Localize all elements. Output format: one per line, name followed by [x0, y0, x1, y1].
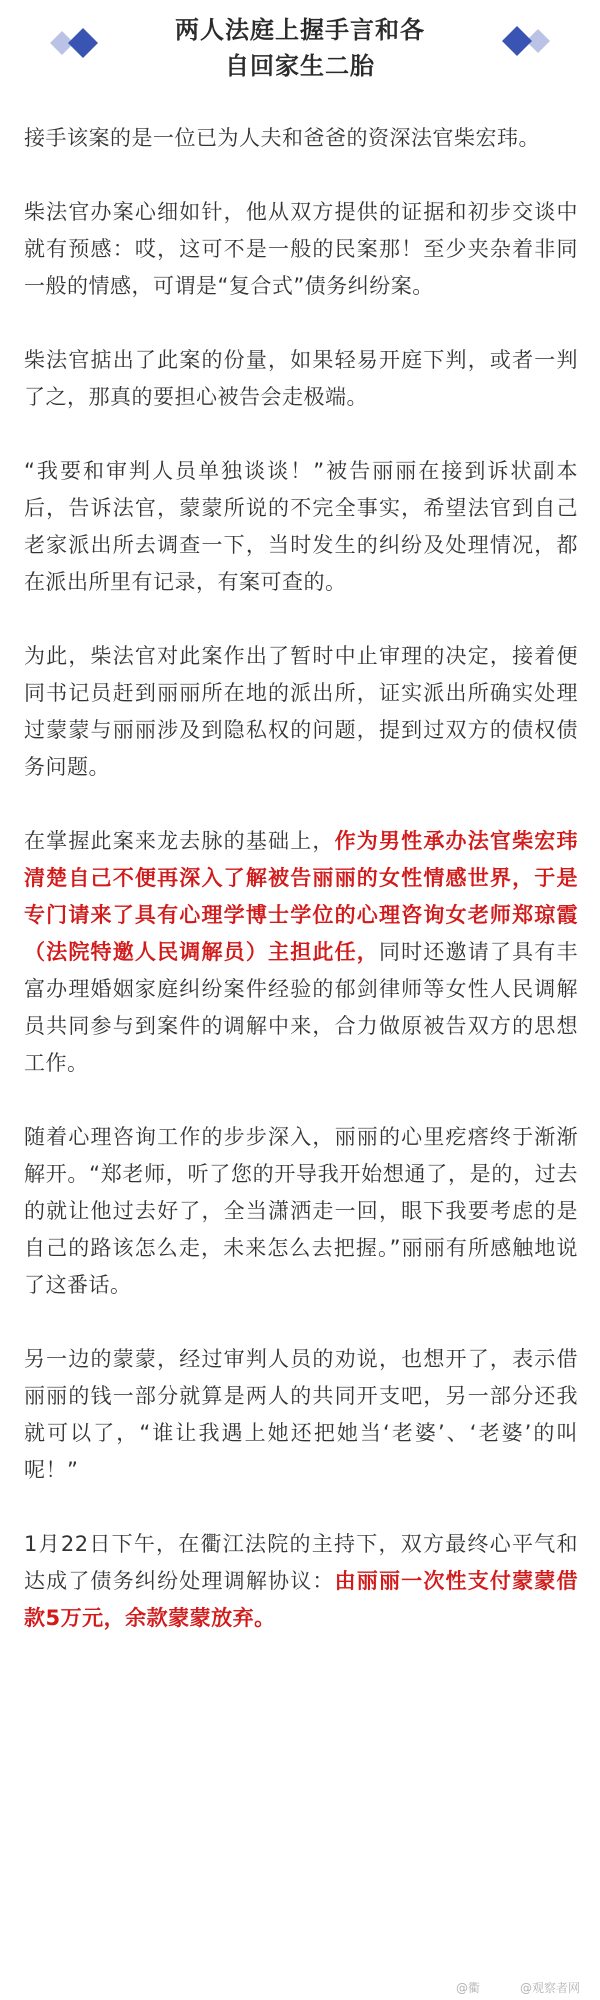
watermark-right: @观察者网: [519, 1981, 580, 1995]
paragraph-text: 1月22日下午，在衢江法院的主持下，双方最终心平气和达成了债务纠纷处理调解协议：: [24, 1532, 578, 1593]
article-paragraph: [24, 823, 578, 1082]
page-title-line-1: 两人法庭上握手言和各: [175, 16, 425, 44]
highlighted-text: 由丽丽一次性支付蒙蒙借款5万元，余款蒙蒙放弃。: [24, 1569, 578, 1630]
image-watermark: [456, 1979, 580, 1996]
page-title: [175, 12, 425, 84]
paragraph-text: 接手该案的是一位已为人夫和爸爸的资深法官柴宏玮。: [24, 126, 540, 150]
left-diamond-decoration-icon: [42, 16, 112, 70]
paragraph-text: “我要和审判人员单独谈谈！”被告丽丽在接到诉状副本后，告诉法官，蒙蒙所说的不完全事实，希望法官到自己老家派出所去调查一下，当时发生的纠纷及处理情况，都在派出所里有记录，有案可查的。: [24, 459, 578, 594]
article-paragraph: [24, 1119, 578, 1304]
highlighted-text: 作为男性承办法官柴宏玮清楚自己不便再深入了解被告丽丽的女性情感世界，于是专门请来了具有心理学博士学位的心理咨询女老师郑琼霞（法院特邀人民调解员）主担此任，: [24, 829, 578, 964]
article-body: [0, 96, 600, 1637]
right-diamond-decoration-icon: [488, 14, 558, 68]
article-header: [0, 0, 600, 96]
article-paragraph: [24, 194, 578, 305]
paragraph-text: 同时还邀请了具有丰富办理婚姻家庭纠纷案件经验的郁剑律师等女性人民调解员共同参与到案件的调解中来，合力做原被告双方的思想工作。: [24, 940, 578, 1075]
article-paragraph: [24, 1526, 578, 1637]
paragraph-text: 柴法官掂出了此案的份量，如果轻易开庭下判，或者一判了之，那真的要担心被告会走极端。: [24, 348, 578, 409]
watermark-left: @衢: [455, 1981, 480, 1995]
article-paragraph: [24, 638, 578, 786]
article-paragraph: [24, 342, 578, 416]
article-paragraph: [24, 453, 578, 601]
article-paragraph: [24, 120, 578, 157]
paragraph-text: 为此，柴法官对此案作出了暂时中止审理的决定，接着便同书记员赶到丽丽所在地的派出所，证实派出所确实处理过蒙蒙与丽丽涉及到隐私权的问题，提到过双方的债权债务问题。: [24, 644, 578, 779]
paragraph-text: 在掌握此案来龙去脉的基础上，: [24, 829, 335, 853]
paragraph-text: 柴法官办案心细如针，他从双方提供的证据和初步交谈中就有预感：哎，这可不是一般的民案那！至少夹杂着非同一般的情感，可谓是“复合式”债务纠纷案。: [24, 200, 578, 298]
paragraph-text: 另一边的蒙蒙，经过审判人员的劝说，也想开了，表示借丽丽的钱一部分就算是两人的共同开支吧，另一部分还我就可以了，“谁让我遇上她还把她当‘老婆’、‘老婆’的叫呢！”: [24, 1347, 578, 1482]
article-paragraph: [24, 1341, 578, 1489]
paragraph-text: 随着心理咨询工作的步步深入，丽丽的心里疙瘩终于渐渐解开。“郑老师，听了您的开导我开始想通了，是的，过去的就让他过去好了，全当潇洒走一回，眼下我要考虑的是自己的路该怎么走，未来怎么去把握。”丽丽有所感触地说了这番话。: [24, 1125, 578, 1297]
page-title-line-2: 自回家生二胎: [225, 52, 375, 80]
